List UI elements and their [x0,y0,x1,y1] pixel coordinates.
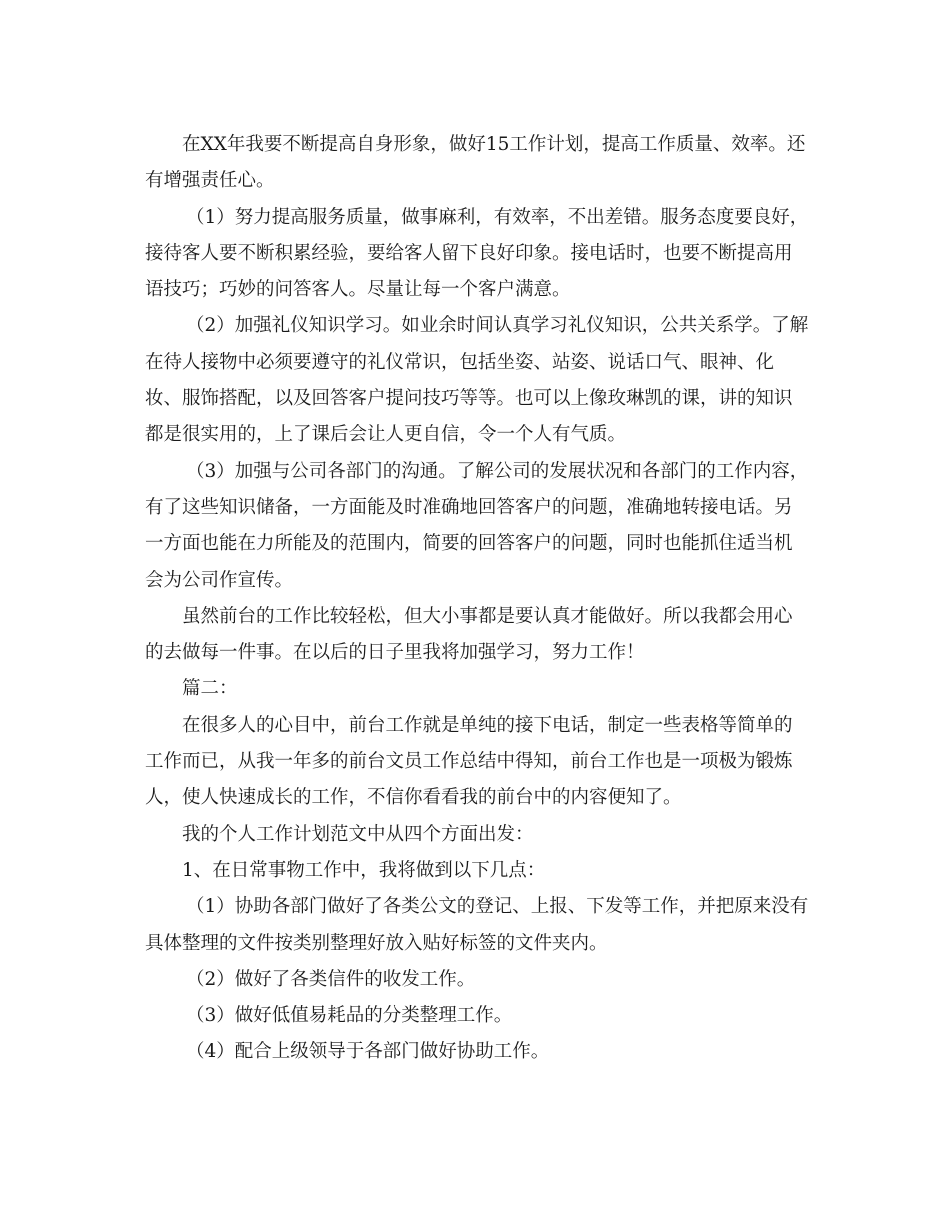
paragraph-subitem-2: （2）做好了各类信件的收发工作。 [186,968,476,990]
section-heading: 篇二： [182,678,238,700]
document-body [145,127,810,1071]
paragraph-intro: 在XX年我要不断提高自身形象，做好15工作计划，提高工作质量、效率。还有增强责任心。 [145,134,806,192]
paragraph-item-1: （1）努力提高服务质量，做事麻利，有效率，不出差错。服务态度要良好，接待客人要不断积累经验，要给客人留下良好印象。接电话时，也要不断提高用语技巧；巧妙的问答客人。尽量让每一个客户满意。 [145,206,809,301]
paragraph-point-1: 1、在日常事物工作中，我将做到以下几点： [182,859,546,881]
paragraph-subitem-4: （4）配合上级领导于各部门做好协助工作。 [186,1041,550,1063]
paragraph-subitem-1: （1）协助各部门做好了各类公文的登记、上报、下发等工作，并把原来没有具体整理的文件按类别整理好放入贴好标签的文件夹内。 [145,896,809,954]
paragraph-plan-lead: 我的个人工作计划范文中从四个方面出发： [182,823,534,845]
paragraph-subitem-3: （3）做好低值易耗品的分类整理工作。 [186,1005,513,1027]
paragraph-item-3: （3）加强与公司各部门的沟通。了解公司的发展状况和各部门的工作内容，有了这些知识储备，一方面能及时准确地回答客户的问题，准确地转接电话。另一方面也能在力所能及的范围内，简要的回答客户的问题，同时也能抓住适当机会为公司作宣传。 [145,460,809,591]
paragraph-section2-intro: 在很多人的心目中，前台工作就是单纯的接下电话，制定一些表格等简单的工作而已，从我一年多的前台文员工作总结中得知，前台工作也是一项极为锻炼人，使人快速成长的工作，不信你看看我的前台中的内容便知了。 [145,714,793,809]
paragraph-item-2: （2）加强礼仪知识学习。如业余时间认真学习礼仪知识，公共关系学。了解在待人接物中必须要遵守的礼仪常识，包括坐姿、站姿、说话口气、眼神、化妆、服饰搭配，以及回答客户提问技巧等等。也可以上像玫琳凯的课，讲的知识都是很实用的，上了课后会让人更自信，令一个人有气质。 [145,315,809,446]
paragraph-summary: 虽然前台的工作比较轻松，但大小事都是要认真才能做好。所以我都会用心的去做每一件事。在以后的日子里我将加强学习，努力工作！ [145,605,793,664]
